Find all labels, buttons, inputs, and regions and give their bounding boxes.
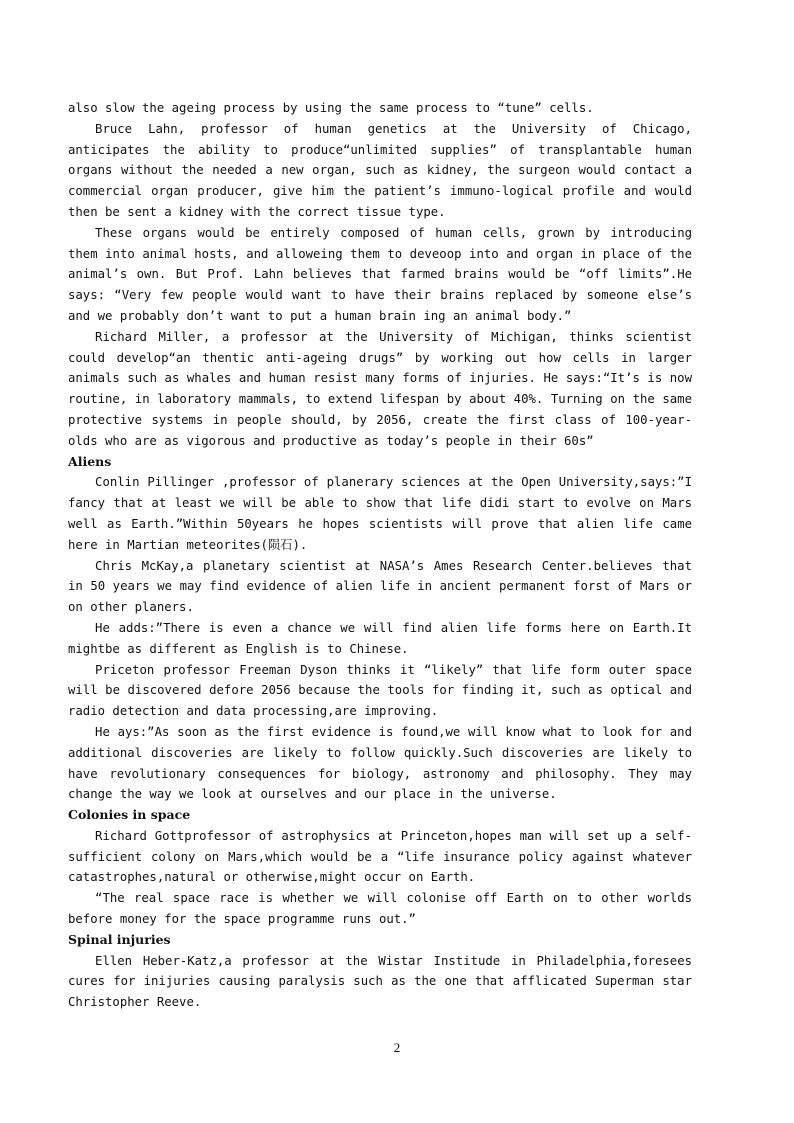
paragraph: Ellen Heber-Katz,a professor at the Wistar Institude in Philadelphia,foresees cures for inijuries causing paralysis such as the one that afflicated Superman star Christopher Reeve. bbox=[68, 953, 692, 1010]
paragraph: Conlin Pillinger ,professor of planerary sciences at the Open University,says:”I fancy that at least we will be able to show that life didi start to evolve on Mars well as Earth.”Within 50years he hopes scientists will prove that alien life came here in Martian meteorites(陨石). bbox=[68, 475, 692, 552]
page-number: 2 bbox=[393, 1040, 401, 1055]
paragraph: Bruce Lahn, professor of human genetics at the University of Chicago, anticipates the ability to produce“unlimited supplies” of transplantable human organs without the needed a new organ, such as kidney, the surgeon would contact a commercial organ producer, give him the patient’s immuno-logical profile and would then be sent a kidney with the correct tissue type. bbox=[68, 121, 692, 219]
section-heading-colonies: Colonies in space bbox=[68, 807, 191, 823]
paragraph: Richard Miller, a professor at the University of Michigan, thinks scientist could develop“an thentic anti-ageing drugs” by working out how cells in larger animals such as whales and human resist many forms of injuries. He says:“It’s is now routine, in laboratory mammals, to extend lifespan by about 40%. Turning on the same protective systems in people should, by 2056, create the first class of 100-year-olds who are as vigorous and productive as today’s people in their 60s” bbox=[68, 329, 692, 448]
paragraph: He ays:”As soon as the first evidence is found,we will know what to look for and additional discoveries are likely to follow quickly.Such discoveries are likely to have revolutionary consequences for biology, astronomy and philosophy. They may change the way we look at ourselves and our place in the universe. bbox=[68, 724, 692, 802]
section-heading-spinal-injuries: Spinal injuries bbox=[68, 931, 171, 947]
paragraph: Richard Gottprofessor of astrophysics at Princeton,hopes man will set up a self-sufficient colony on Mars,which would be a “life insurance policy against whatever catastrophes,natural or otherwise,might occur on Earth. bbox=[68, 828, 692, 885]
paragraph: He adds:”There is even a chance we will find alien life forms here on Earth.It mightbe as different as English is to Chinese. bbox=[68, 620, 692, 656]
paragraph: “The real space race is whether we will colonise off Earth on to other worlds before money for the space programme runs out.” bbox=[68, 891, 692, 927]
paragraph: also slow the ageing process by using the same process to “tune” cells. bbox=[68, 101, 594, 115]
paragraph: These organs would be entirely composed of human cells, grown by introducing them into animal hosts, and alloweing them to deveoop into and organ in place of the animal’s own. But Prof. Lahn believes that farmed brains would be “off limits”.He says: “Very few people would want to have their brains replaced by someone else’s and we probably don’t want to put a human brain ing an animal body.” bbox=[68, 225, 692, 323]
paragraph: Priceton professor Freeman Dyson thinks it “likely” that life form outer space will be discovered defore 2056 because the tools for finding it, such as optical and radio detection and data processing,are improving. bbox=[68, 662, 692, 719]
document-body bbox=[68, 98, 692, 1013]
paragraph: Chris McKay,a planetary scientist at NASA’s Ames Research Center.believes that in 50 years we may find evidence of alien life in ancient permanent forst of Mars or on other planers. bbox=[68, 558, 692, 615]
section-heading-aliens: Aliens bbox=[68, 453, 112, 469]
